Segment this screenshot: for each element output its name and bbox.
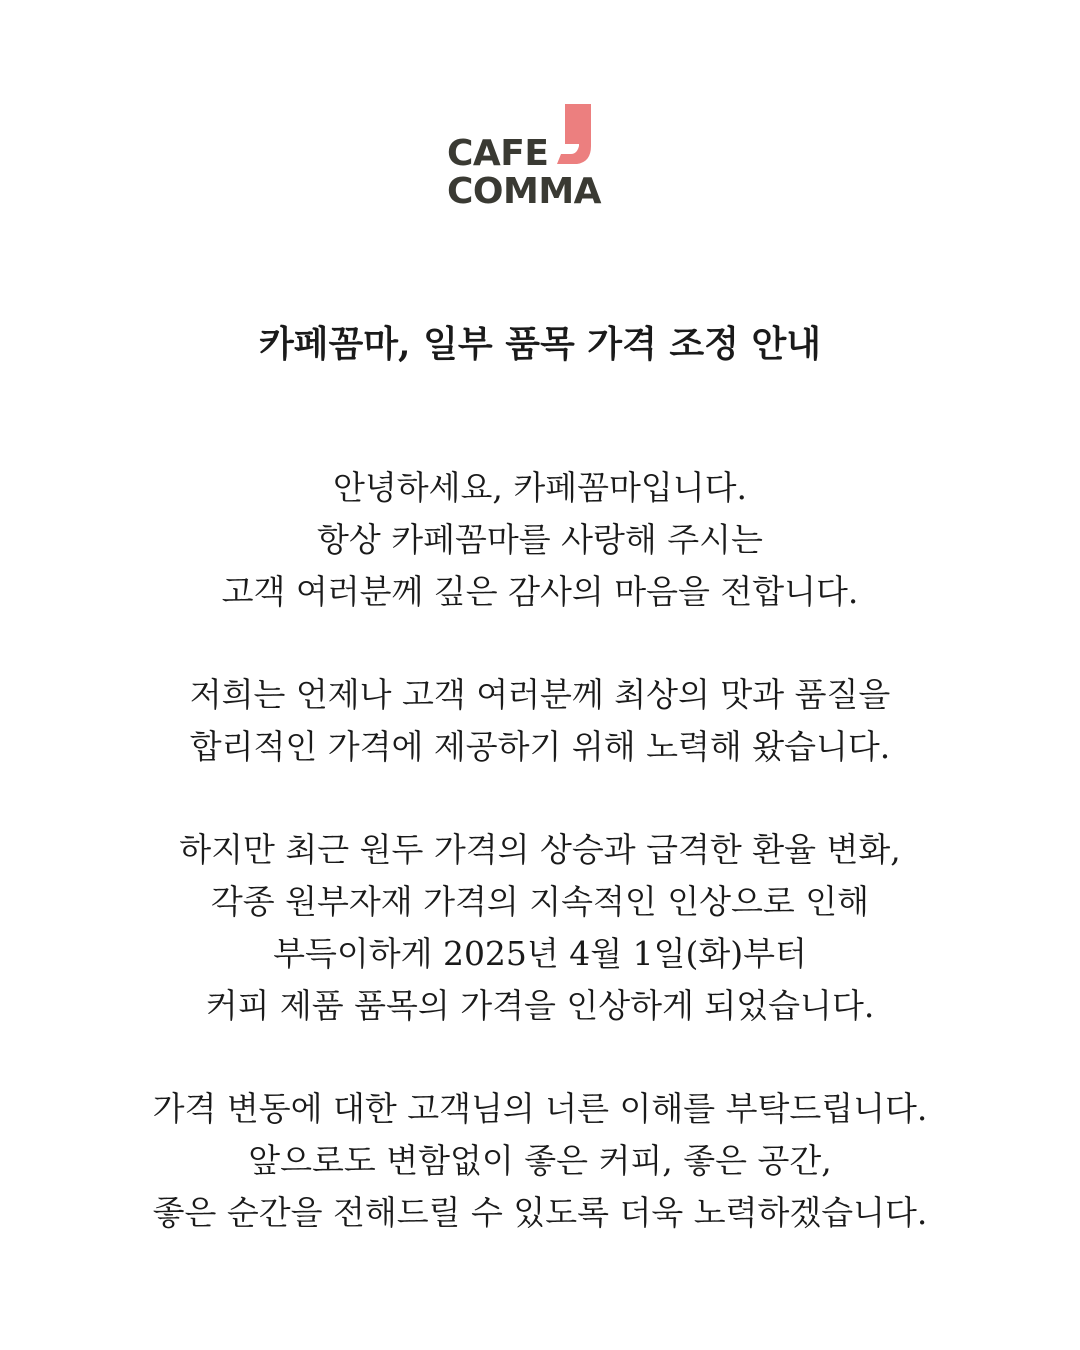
cafe-comma-logo [447, 104, 602, 212]
body-line: 저희는 언제나 고객 여러분께 최상의 맛과 품질을 [189, 675, 891, 714]
paragraph-commitment [0, 669, 1080, 773]
body-line: 커피 제품 품목의 가격을 인상하게 되었습니다. [205, 986, 875, 1025]
body-line: 앞으로도 변함없이 좋은 커피, 좋은 공간, [248, 1141, 832, 1180]
body-line: 안녕하세요, 카페꼼마입니다. [332, 468, 747, 507]
logo-text-line2: COMMA [447, 171, 602, 212]
body-line: 가격 변동에 대한 고객님의 너른 이해를 부탁드립니다. [152, 1089, 928, 1128]
logo-text-line1: CAFE [447, 133, 549, 174]
body-line: 좋은 순간을 전해드릴 수 있도록 더욱 노력하겠습니다. [152, 1193, 928, 1232]
body-line: 고객 여러분께 깊은 감사의 마음을 전합니다. [221, 572, 859, 611]
paragraph-greeting [0, 462, 1080, 618]
paragraph-price-change [0, 824, 1080, 1032]
body-line: 합리적인 가격에 제공하기 위해 노력해 왔습니다. [189, 727, 891, 766]
page-title: 카페꼼마, 일부 품목 가격 조정 안내 [258, 323, 822, 365]
body-line: 하지만 최근 원두 가격의 상승과 급격한 환율 변화, [179, 830, 901, 869]
body-line: 항상 카페꼼마를 사랑해 주시는 [317, 520, 763, 559]
paragraph-closing [0, 1083, 1080, 1239]
body-line: 각종 원부자재 가격의 지속적인 인상으로 인해 [210, 882, 870, 921]
comma-mark-icon [555, 104, 591, 166]
body-line: 부득이하게 2025년 4월 1일(화)부터 [273, 934, 807, 973]
notice-body [0, 462, 1080, 1239]
